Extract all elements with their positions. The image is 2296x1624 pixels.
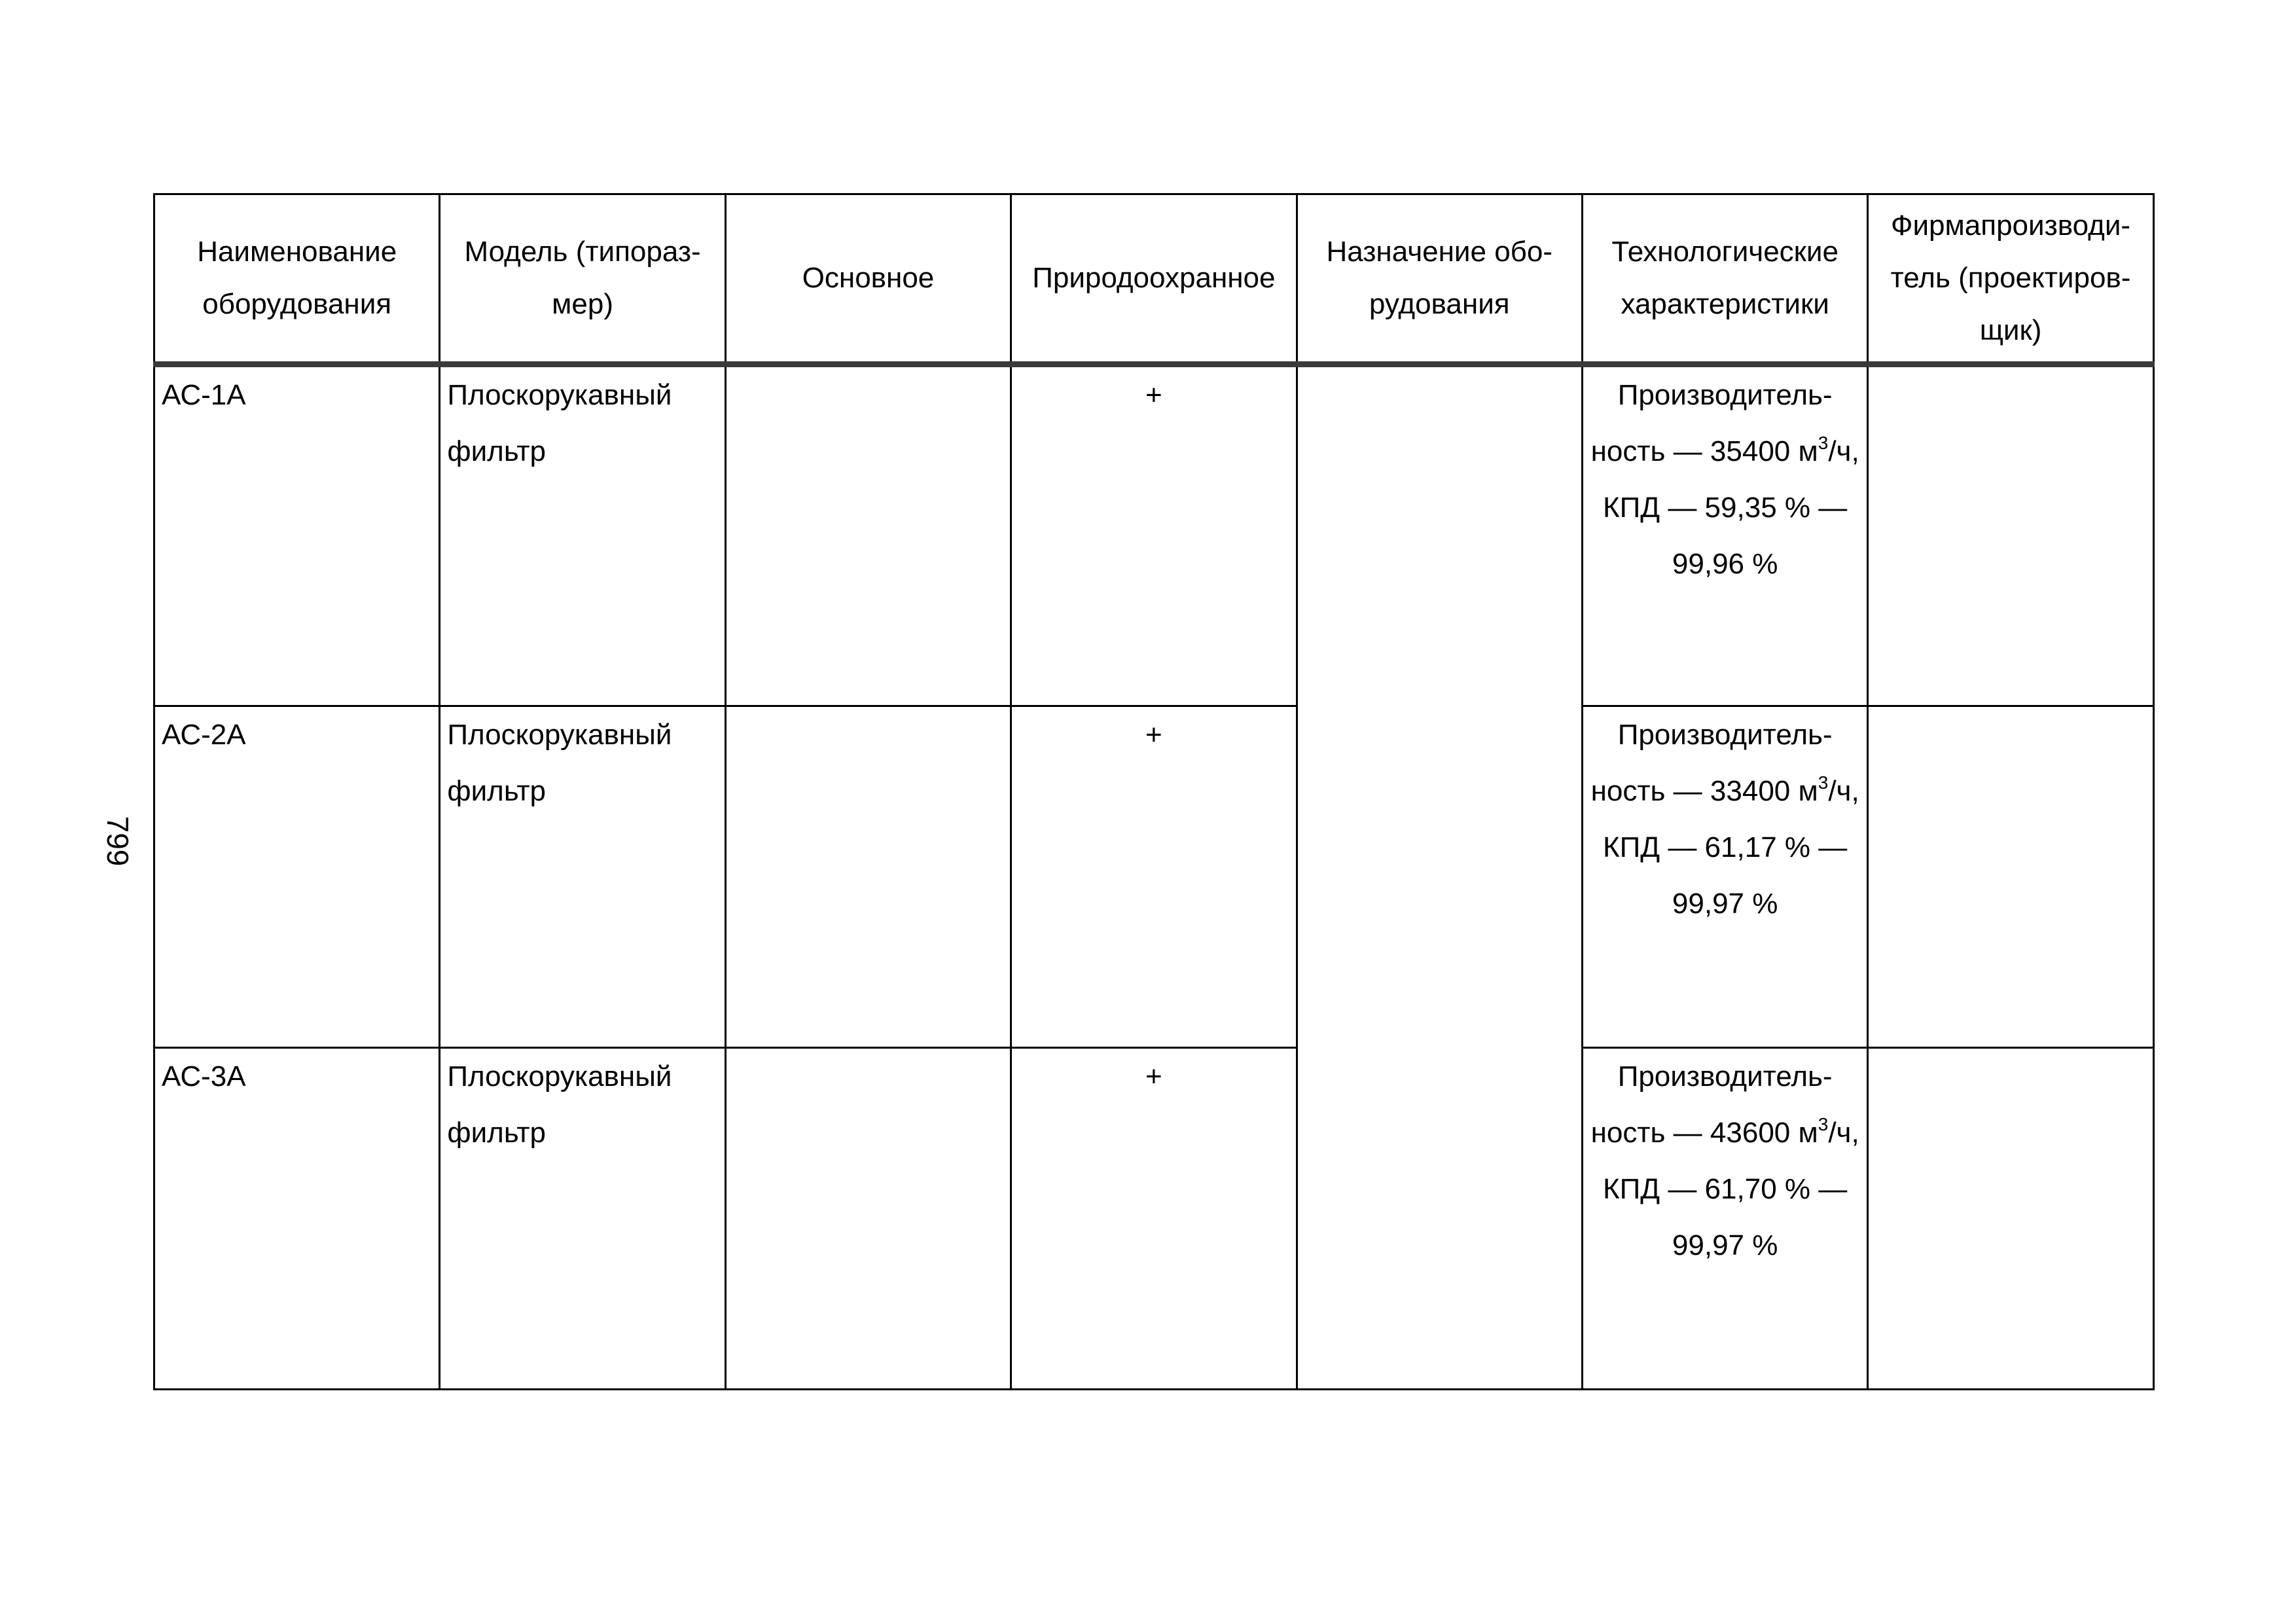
tech-characteristics-cell	[1582, 1048, 1867, 1390]
table-row	[154, 365, 2154, 706]
header-equipment-name: Наименование оборудования	[154, 194, 440, 365]
main-cell	[725, 365, 1011, 706]
tech-superscript: 3	[1818, 772, 1829, 793]
tech-characteristics-cell	[1582, 706, 1867, 1048]
tech-text: Производитель-ность — 35400 м	[1590, 379, 1833, 467]
manufacturer-cell	[1868, 365, 2153, 706]
table-header	[154, 194, 2154, 365]
tech-text: /ч, КПД — 61,17 % — 99,97 %	[1603, 775, 1859, 920]
manufacturer-cell	[1868, 1048, 2153, 1390]
tech-text: Производитель-ность — 43600 м	[1590, 1060, 1833, 1149]
header-model: Модель (типораз-мер)	[440, 194, 725, 365]
model-cell: Плоскорукавный фильтр	[440, 1048, 725, 1390]
header-main: Основное	[725, 194, 1011, 365]
main-cell	[725, 706, 1011, 1048]
equipment-name-cell: АС-1А	[154, 365, 440, 706]
tech-text: /ч, КПД — 59,35 % — 99,96 %	[1603, 435, 1859, 580]
table-row	[154, 1048, 2154, 1390]
page-number: 799	[101, 816, 135, 867]
purpose-cell	[1297, 365, 1582, 1390]
main-cell	[725, 1048, 1011, 1390]
model-cell: Плоскорукавный фильтр	[440, 706, 725, 1048]
table-row	[154, 706, 2154, 1048]
environmental-cell: +	[1011, 706, 1297, 1048]
model-cell: Плоскорукавный фильтр	[440, 365, 725, 706]
equipment-name-cell: АС-2А	[154, 706, 440, 1048]
header-purpose: Назначение обо-рудования	[1297, 194, 1582, 365]
header-manufacturer: Фирмапроизводи-тель (проектиров-щик)	[1868, 194, 2153, 365]
equipment-table	[153, 193, 2155, 1390]
tech-text: Производитель-ность — 33400 м	[1590, 719, 1833, 807]
manufacturer-cell	[1868, 706, 2153, 1048]
tech-characteristics-cell	[1582, 365, 1867, 706]
environmental-cell: +	[1011, 1048, 1297, 1390]
tech-superscript: 3	[1818, 1114, 1829, 1134]
table-body	[154, 365, 2154, 1390]
equipment-name-cell: АС-3А	[154, 1048, 440, 1390]
header-row	[154, 194, 2154, 365]
tech-superscript: 3	[1818, 433, 1829, 453]
header-environmental: Природоохранное	[1011, 194, 1297, 365]
tech-text: /ч, КПД — 61,70 % — 99,97 %	[1603, 1117, 1859, 1261]
header-tech-characteristics: Технологические характеристики	[1582, 194, 1867, 365]
environmental-cell: +	[1011, 365, 1297, 706]
